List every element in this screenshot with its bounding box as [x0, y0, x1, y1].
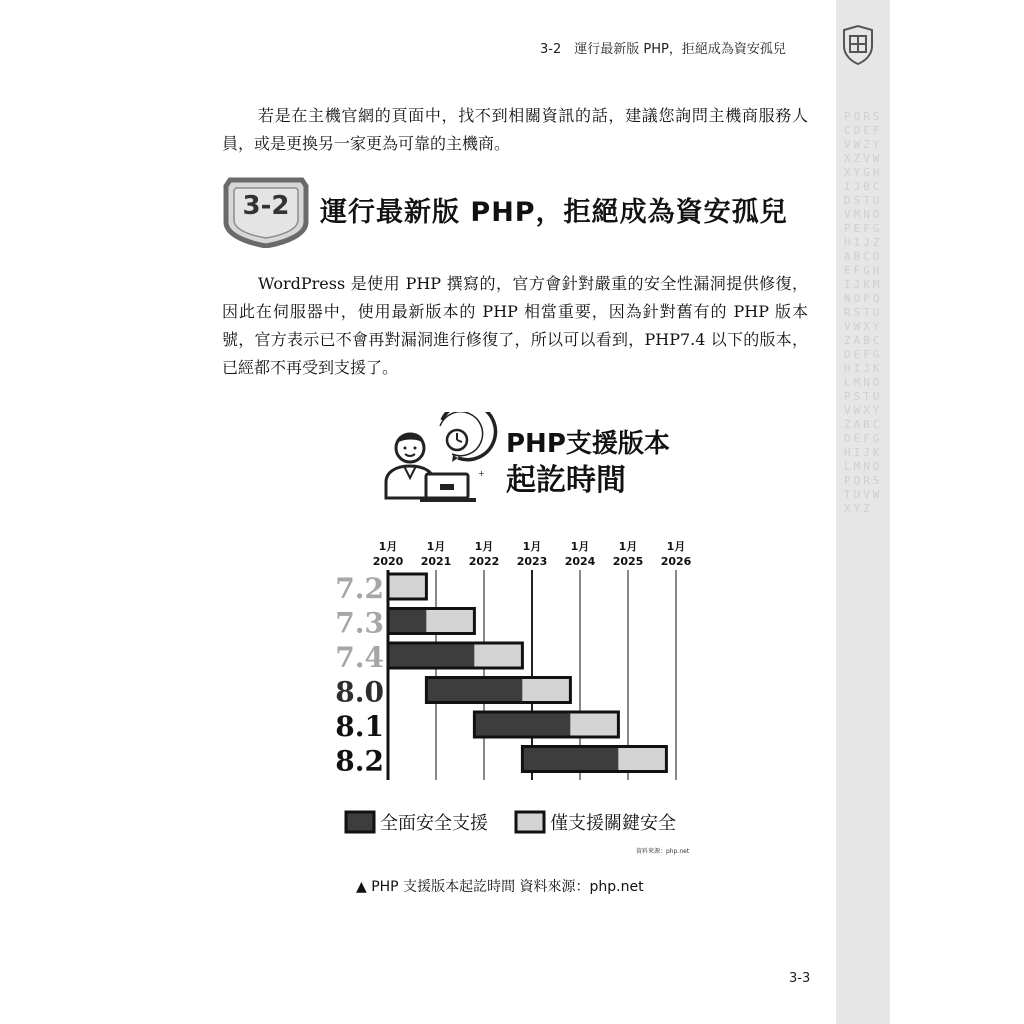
- active-support-bar: [426, 678, 522, 703]
- version-label: 8.0: [335, 675, 384, 709]
- version-label: 8.2: [335, 744, 384, 778]
- version-label: 8.1: [335, 710, 384, 743]
- x-tick-month: 1月: [522, 540, 542, 553]
- version-label: 7.2: [335, 572, 384, 605]
- running-head: 3-2 運行最新版 PHP，拒絕成為資安孤兒: [540, 42, 786, 57]
- chart-source-note: 資料來源：php.net: [636, 848, 690, 855]
- shield-icon: [840, 24, 876, 66]
- security-support-bar: [474, 643, 522, 668]
- legend-label-security: 僅支援關鍵安全: [550, 813, 676, 834]
- php-support-timeline-chart: [330, 536, 710, 836]
- active-support-bar: [388, 643, 474, 668]
- x-tick-month: 1月: [378, 540, 398, 553]
- security-support-bar: [618, 747, 666, 772]
- version-label: 7.3: [335, 606, 384, 640]
- x-tick-year: 2023: [516, 555, 548, 568]
- body-paragraph-1: 若是在主機官網的頁面中，找不到相關資訊的話，建議您詢問主機商服務人員，或是更換另一家更為可靠的主機商。: [222, 106, 808, 153]
- svg-text:+: +: [478, 469, 485, 478]
- x-tick-month: 1月: [474, 540, 494, 553]
- body-paragraph-2: WordPress 是使用 PHP 撰寫的，官方會針對嚴重的安全性漏洞提供修復，因此在伺服器中，使用最新版本的 PHP 相當重要，因為針對舊有的 PHP 版本號，官方表示已不會再對漏洞進行修復了，所以可以看到，PHP7.4 以下的版本，已經都不再受到支援了。: [222, 274, 808, 377]
- x-tick-month: 1月: [570, 540, 590, 553]
- page-number: 3-3: [789, 971, 811, 986]
- sidebar-letters: PQRSCDEFVWZYXZVWXYGHIJBCDSTUVMNOPEFGHIJZABCDEFGHIJKMNOPQRSTUVWXYZABCDEFGHIJKLMNOPSTUVWXYZABCDEFGHIJKLMNOPQRSTUVWXYZ: [844, 110, 883, 515]
- x-tick-month: 1月: [426, 540, 446, 553]
- active-support-bar: [388, 609, 426, 634]
- section-title: 運行最新版 PHP，拒絕成為資安孤兒: [320, 197, 788, 228]
- security-support-bar: [522, 678, 570, 703]
- x-tick-year: 2024: [564, 555, 596, 568]
- legend-swatch-security: [516, 812, 544, 832]
- x-tick-year: 2022: [468, 555, 500, 568]
- figure-caption: ▲ PHP 支援版本起訖時間 資料來源：php.net: [356, 879, 644, 895]
- person-with-laptop-and-clock-icon: [380, 412, 500, 504]
- security-support-bar: [388, 574, 426, 599]
- x-tick-month: 1月: [666, 540, 686, 553]
- security-support-bar: [426, 609, 474, 634]
- x-tick-year: 2020: [372, 555, 404, 568]
- legend-label-active: 全面安全支援: [380, 813, 488, 834]
- infographic-title-line-2: 起訖時間: [506, 463, 626, 498]
- security-support-bar: [570, 712, 618, 737]
- version-label: 7.4: [335, 641, 384, 674]
- section-number: 3-2: [242, 191, 290, 221]
- x-tick-year: 2021: [420, 555, 452, 568]
- x-tick-year: 2026: [660, 555, 692, 568]
- x-tick-year: 2025: [612, 555, 644, 568]
- active-support-bar: [474, 712, 570, 737]
- legend-swatch-active: [346, 812, 374, 832]
- infographic-title-line-1: PHP支援版本: [506, 429, 670, 459]
- infographic-title: [506, 428, 670, 500]
- active-support-bar: [522, 747, 618, 772]
- x-tick-month: 1月: [618, 540, 638, 553]
